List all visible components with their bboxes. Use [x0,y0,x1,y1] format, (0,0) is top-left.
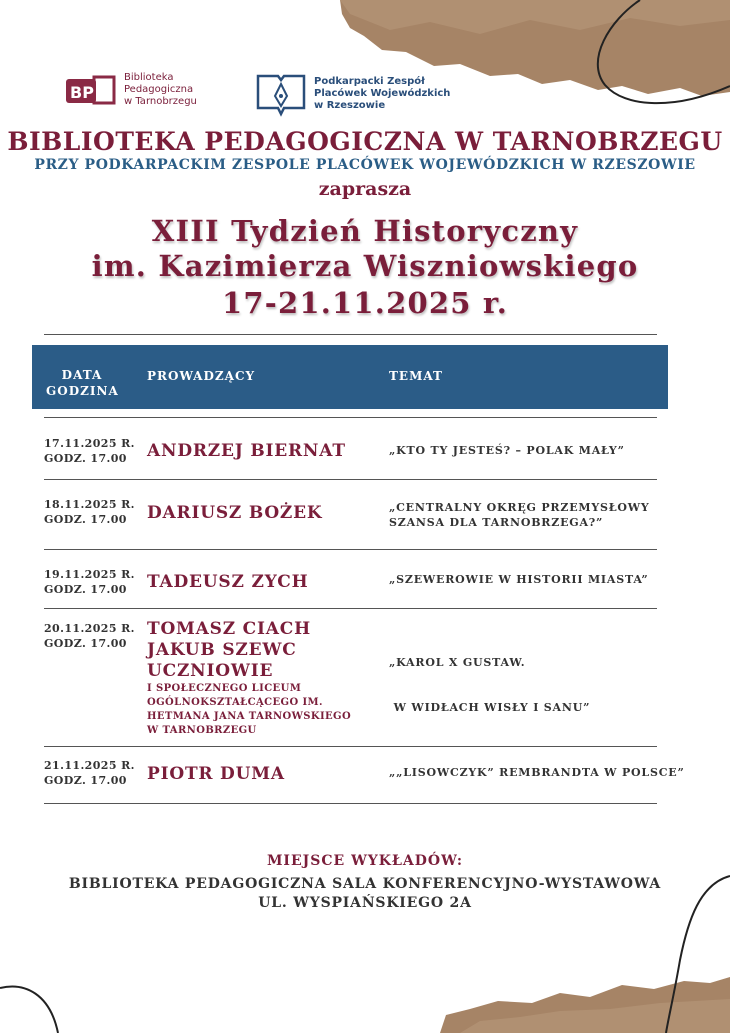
row-host: TADEUSZ ZYCH [147,572,309,592]
row-host-group [147,619,311,682]
row-date [44,436,135,466]
divider-row-1 [44,479,657,480]
row-date-time: GODZ. 17.00 [44,513,127,526]
row-date [44,567,135,597]
divider-row-4 [44,746,657,747]
venue-address: UL. WYSPIAŃSKIEGO 2A [258,895,472,911]
schedule-table-header [32,345,668,409]
row-topic-line-2: SZANSA DLA TARNOBRZEGA?” [389,516,604,529]
pzpw-logo-line-2: Placówek Wojewódzkich [314,88,451,99]
event-dates: 17-21.11.2025 r. [221,286,509,320]
divider-row-3 [44,608,657,609]
row-date [44,497,135,527]
venue-heading: MIEJSCE WYKŁADÓW: [266,853,464,869]
row-date-time: GODZ. 17.00 [44,452,127,465]
divider-row-2 [44,549,657,550]
row-host-note-line-2: OGÓLNOKSZTAŁCĄCEGO IM. [147,697,323,708]
column-date-line-2: GODZINA [46,384,119,398]
pzpw-logo-line-3: w Rzeszowie [314,100,386,111]
venue-name: BIBLIOTEKA PEDAGOGICZNA SALA KONFERENCYJNO-WYSTAWOWA [68,876,662,892]
library-logo-mark-text: BP [70,83,94,102]
column-host: PROWADZĄCY [147,369,256,383]
row-topic [389,500,650,530]
row-host: PIOTR DUMA [147,764,285,784]
row-topic-line-2: W WIDŁACH WISŁY I SANU” [389,701,591,714]
event-patron: im. Kazimierza Wiszniowskiego [91,249,639,283]
library-logo-line-3: w Tarnobrzegu [124,96,197,107]
row-host-3: UCZNIOWIE [147,661,274,681]
column-date [46,367,118,399]
column-date-line-1: DATA [61,368,103,382]
row-topic: „KTO TY JESTEŚ? – POLAK MAŁY” [389,444,625,457]
row-date-day: 21.11.2025 R. [44,759,135,772]
pzpw-logo [256,70,450,118]
row-date-day: 20.11.2025 R. [44,622,135,635]
row-host: TOMASZ CIACH [147,619,311,639]
row-date-time: GODZ. 17.00 [44,774,127,787]
row-date [44,758,135,788]
row-topic: „„LISOWCZYK” REMBRANDTA W POLSCE” [389,766,685,779]
divider-top [44,334,657,335]
pzpw-logo-line-1: Podkarpacki Zespół [314,76,425,87]
event-title: XIII Tydzień Historyczny [151,214,579,248]
book-pen-icon [256,70,306,118]
curve-line-bottom-left [0,980,80,1033]
divider-bottom [44,803,657,804]
library-title: BIBLIOTEKA PEDAGOGICZNA W TARNOBRZEGU [7,127,723,156]
row-date-day: 19.11.2025 R. [44,568,135,581]
library-subtitle: PRZY PODKARPACKIM ZESPOLE PLACÓWEK WOJEWÓDZKICH W RZESZOWIE [34,157,696,173]
row-host: ANDRZEJ BIERNAT [147,441,346,461]
row-date-time: GODZ. 17.00 [44,637,127,650]
library-logo-line-1: Biblioteka [124,72,174,83]
row-host-note-line-3: HETMANA JANA TARNOWSKIEGO [147,711,352,722]
row-date-time: GODZ. 17.00 [44,583,127,596]
curve-line-top [590,0,730,110]
column-topic: TEMAT [389,369,443,383]
library-logo-line-2: Pedagogiczna [124,84,194,95]
library-logo [66,72,197,108]
row-host-2: JAKUB SZEWC [147,640,297,660]
row-topic: „SZEWEROWIE W HISTORII MIASTA” [389,573,649,586]
row-host-note [147,682,351,738]
row-topic-line-1: „KAROL X GUSTAW. [389,656,526,669]
row-date-day: 17.11.2025 R. [44,437,135,450]
row-topic [389,625,590,745]
library-logo-mark [66,73,116,107]
row-topic-line-1: „CENTRALNY OKRĘG PRZEMYSŁOWY [389,501,650,514]
row-date-day: 18.11.2025 R. [44,498,135,511]
row-date [44,621,135,651]
row-host-note-line-1: I SPOŁECZNEGO LICEUM [147,683,302,694]
row-host-note-line-4: W TARNOBRZEGU [147,725,257,736]
divider-row-0 [44,417,657,418]
row-host: DARIUSZ BOŻEK [147,503,323,523]
invite-text: zaprasza [318,178,412,200]
